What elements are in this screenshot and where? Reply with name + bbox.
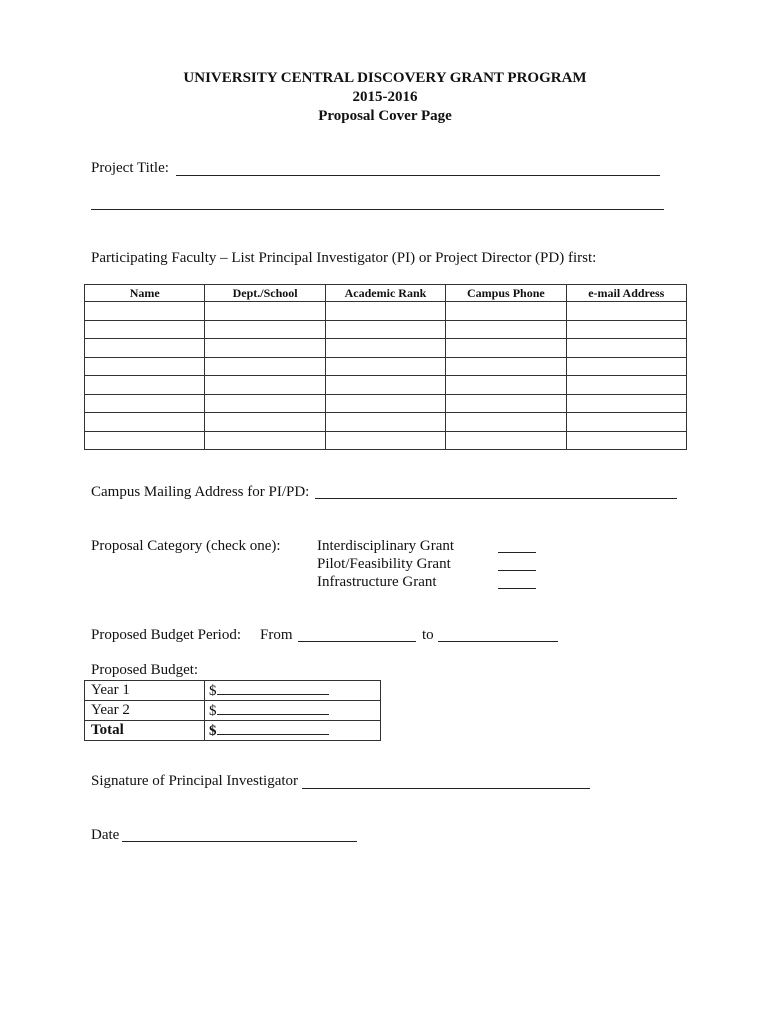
table-cell[interactable] — [85, 339, 205, 358]
table-cell[interactable] — [566, 357, 686, 376]
table-cell[interactable] — [566, 413, 686, 432]
check-infrastructure[interactable] — [498, 588, 536, 589]
col-rank: Academic Rank — [325, 285, 445, 302]
table-cell[interactable] — [325, 431, 445, 450]
check-pilot[interactable] — [498, 570, 536, 571]
date-field[interactable] — [122, 841, 357, 842]
program-title: UNIVERSITY CENTRAL DISCOVERY GRANT PROGRAM — [183, 70, 587, 86]
table-cell[interactable] — [566, 302, 686, 321]
budget-row-year1 — [85, 681, 381, 701]
budget-label: Proposed Budget: — [91, 662, 199, 678]
signature-label: Signature of Principal Investigator — [91, 773, 299, 789]
signature-field[interactable] — [302, 788, 590, 789]
check-interdisciplinary[interactable] — [498, 552, 536, 553]
table-cell[interactable] — [446, 431, 566, 450]
page-subtitle: Proposal Cover Page — [318, 108, 452, 124]
budget-row-label: Total — [85, 721, 205, 741]
budget-period-from-field[interactable] — [298, 641, 416, 642]
table-cell[interactable] — [566, 339, 686, 358]
table-cell[interactable] — [325, 394, 445, 413]
table-cell[interactable] — [325, 339, 445, 358]
category-label: Proposal Category (check one): — [91, 538, 281, 554]
table-cell[interactable] — [85, 357, 205, 376]
table-row — [85, 357, 687, 376]
table-cell[interactable] — [446, 320, 566, 339]
table-row — [85, 431, 687, 450]
col-name: Name — [85, 285, 205, 302]
table-cell[interactable] — [205, 357, 325, 376]
category-option-pilot: Pilot/Feasibility Grant — [317, 556, 451, 572]
table-cell[interactable] — [205, 413, 325, 432]
project-title-field[interactable] — [176, 175, 660, 176]
category-option-interdisciplinary: Interdisciplinary Grant — [317, 538, 455, 554]
budget-row-total — [85, 721, 381, 741]
col-phone: Campus Phone — [446, 285, 566, 302]
table-cell[interactable] — [85, 302, 205, 321]
currency-symbol: $ — [209, 723, 217, 739]
table-cell[interactable] — [566, 394, 686, 413]
col-dept: Dept./School — [205, 285, 325, 302]
table-cell[interactable] — [85, 413, 205, 432]
table-cell[interactable] — [446, 376, 566, 395]
table-cell[interactable] — [325, 413, 445, 432]
table-row — [85, 339, 687, 358]
budget-period-label: Proposed Budget Period: — [91, 627, 241, 643]
budget-amount-year2[interactable] — [205, 701, 381, 721]
table-cell[interactable] — [205, 376, 325, 395]
table-cell[interactable] — [85, 431, 205, 450]
table-cell[interactable] — [205, 431, 325, 450]
table-cell[interactable] — [446, 302, 566, 321]
budget-table — [84, 680, 381, 741]
table-cell[interactable] — [566, 431, 686, 450]
category-option-infrastructure: Infrastructure Grant — [317, 574, 437, 590]
project-title-label: Project Title: — [91, 160, 169, 176]
project-title-field-line2[interactable] — [91, 209, 664, 210]
faculty-instruction: Participating Faculty – List Principal Investigator (PI) or Project Director (PD) first: — [91, 250, 597, 266]
mailing-address-field[interactable] — [315, 498, 677, 499]
table-cell[interactable] — [205, 320, 325, 339]
table-row — [85, 394, 687, 413]
table-cell[interactable] — [446, 357, 566, 376]
budget-period-from-label: From — [260, 627, 293, 643]
col-email: e-mail Address — [566, 285, 686, 302]
table-cell[interactable] — [446, 339, 566, 358]
table-cell[interactable] — [566, 320, 686, 339]
table-cell[interactable] — [205, 394, 325, 413]
amount-line — [217, 701, 329, 715]
table-cell[interactable] — [205, 339, 325, 358]
budget-row-year2 — [85, 701, 381, 721]
faculty-header-row — [85, 285, 687, 302]
table-cell[interactable] — [325, 357, 445, 376]
table-row — [85, 413, 687, 432]
mailing-label: Campus Mailing Address for PI/PD: — [91, 484, 310, 500]
faculty-table — [84, 284, 687, 450]
date-label: Date — [91, 827, 120, 843]
table-row — [85, 320, 687, 339]
budget-amount-year1[interactable] — [205, 681, 381, 701]
table-cell[interactable] — [85, 394, 205, 413]
budget-row-label: Year 1 — [85, 681, 205, 701]
table-cell[interactable] — [85, 320, 205, 339]
budget-amount-total[interactable] — [205, 721, 381, 741]
amount-line — [217, 681, 329, 695]
currency-symbol: $ — [209, 703, 217, 719]
faculty-body — [85, 302, 687, 450]
program-years: 2015-2016 — [352, 89, 418, 105]
table-cell[interactable] — [566, 376, 686, 395]
amount-line — [217, 721, 329, 735]
budget-period-to-field[interactable] — [438, 641, 558, 642]
budget-period-to-label: to — [422, 627, 434, 643]
table-cell[interactable] — [446, 394, 566, 413]
table-row — [85, 376, 687, 395]
table-cell[interactable] — [325, 302, 445, 321]
table-row — [85, 302, 687, 321]
table-cell[interactable] — [85, 376, 205, 395]
table-cell[interactable] — [325, 376, 445, 395]
table-cell[interactable] — [205, 302, 325, 321]
table-cell[interactable] — [446, 413, 566, 432]
budget-row-label: Year 2 — [85, 701, 205, 721]
table-cell[interactable] — [325, 320, 445, 339]
currency-symbol: $ — [209, 683, 217, 699]
